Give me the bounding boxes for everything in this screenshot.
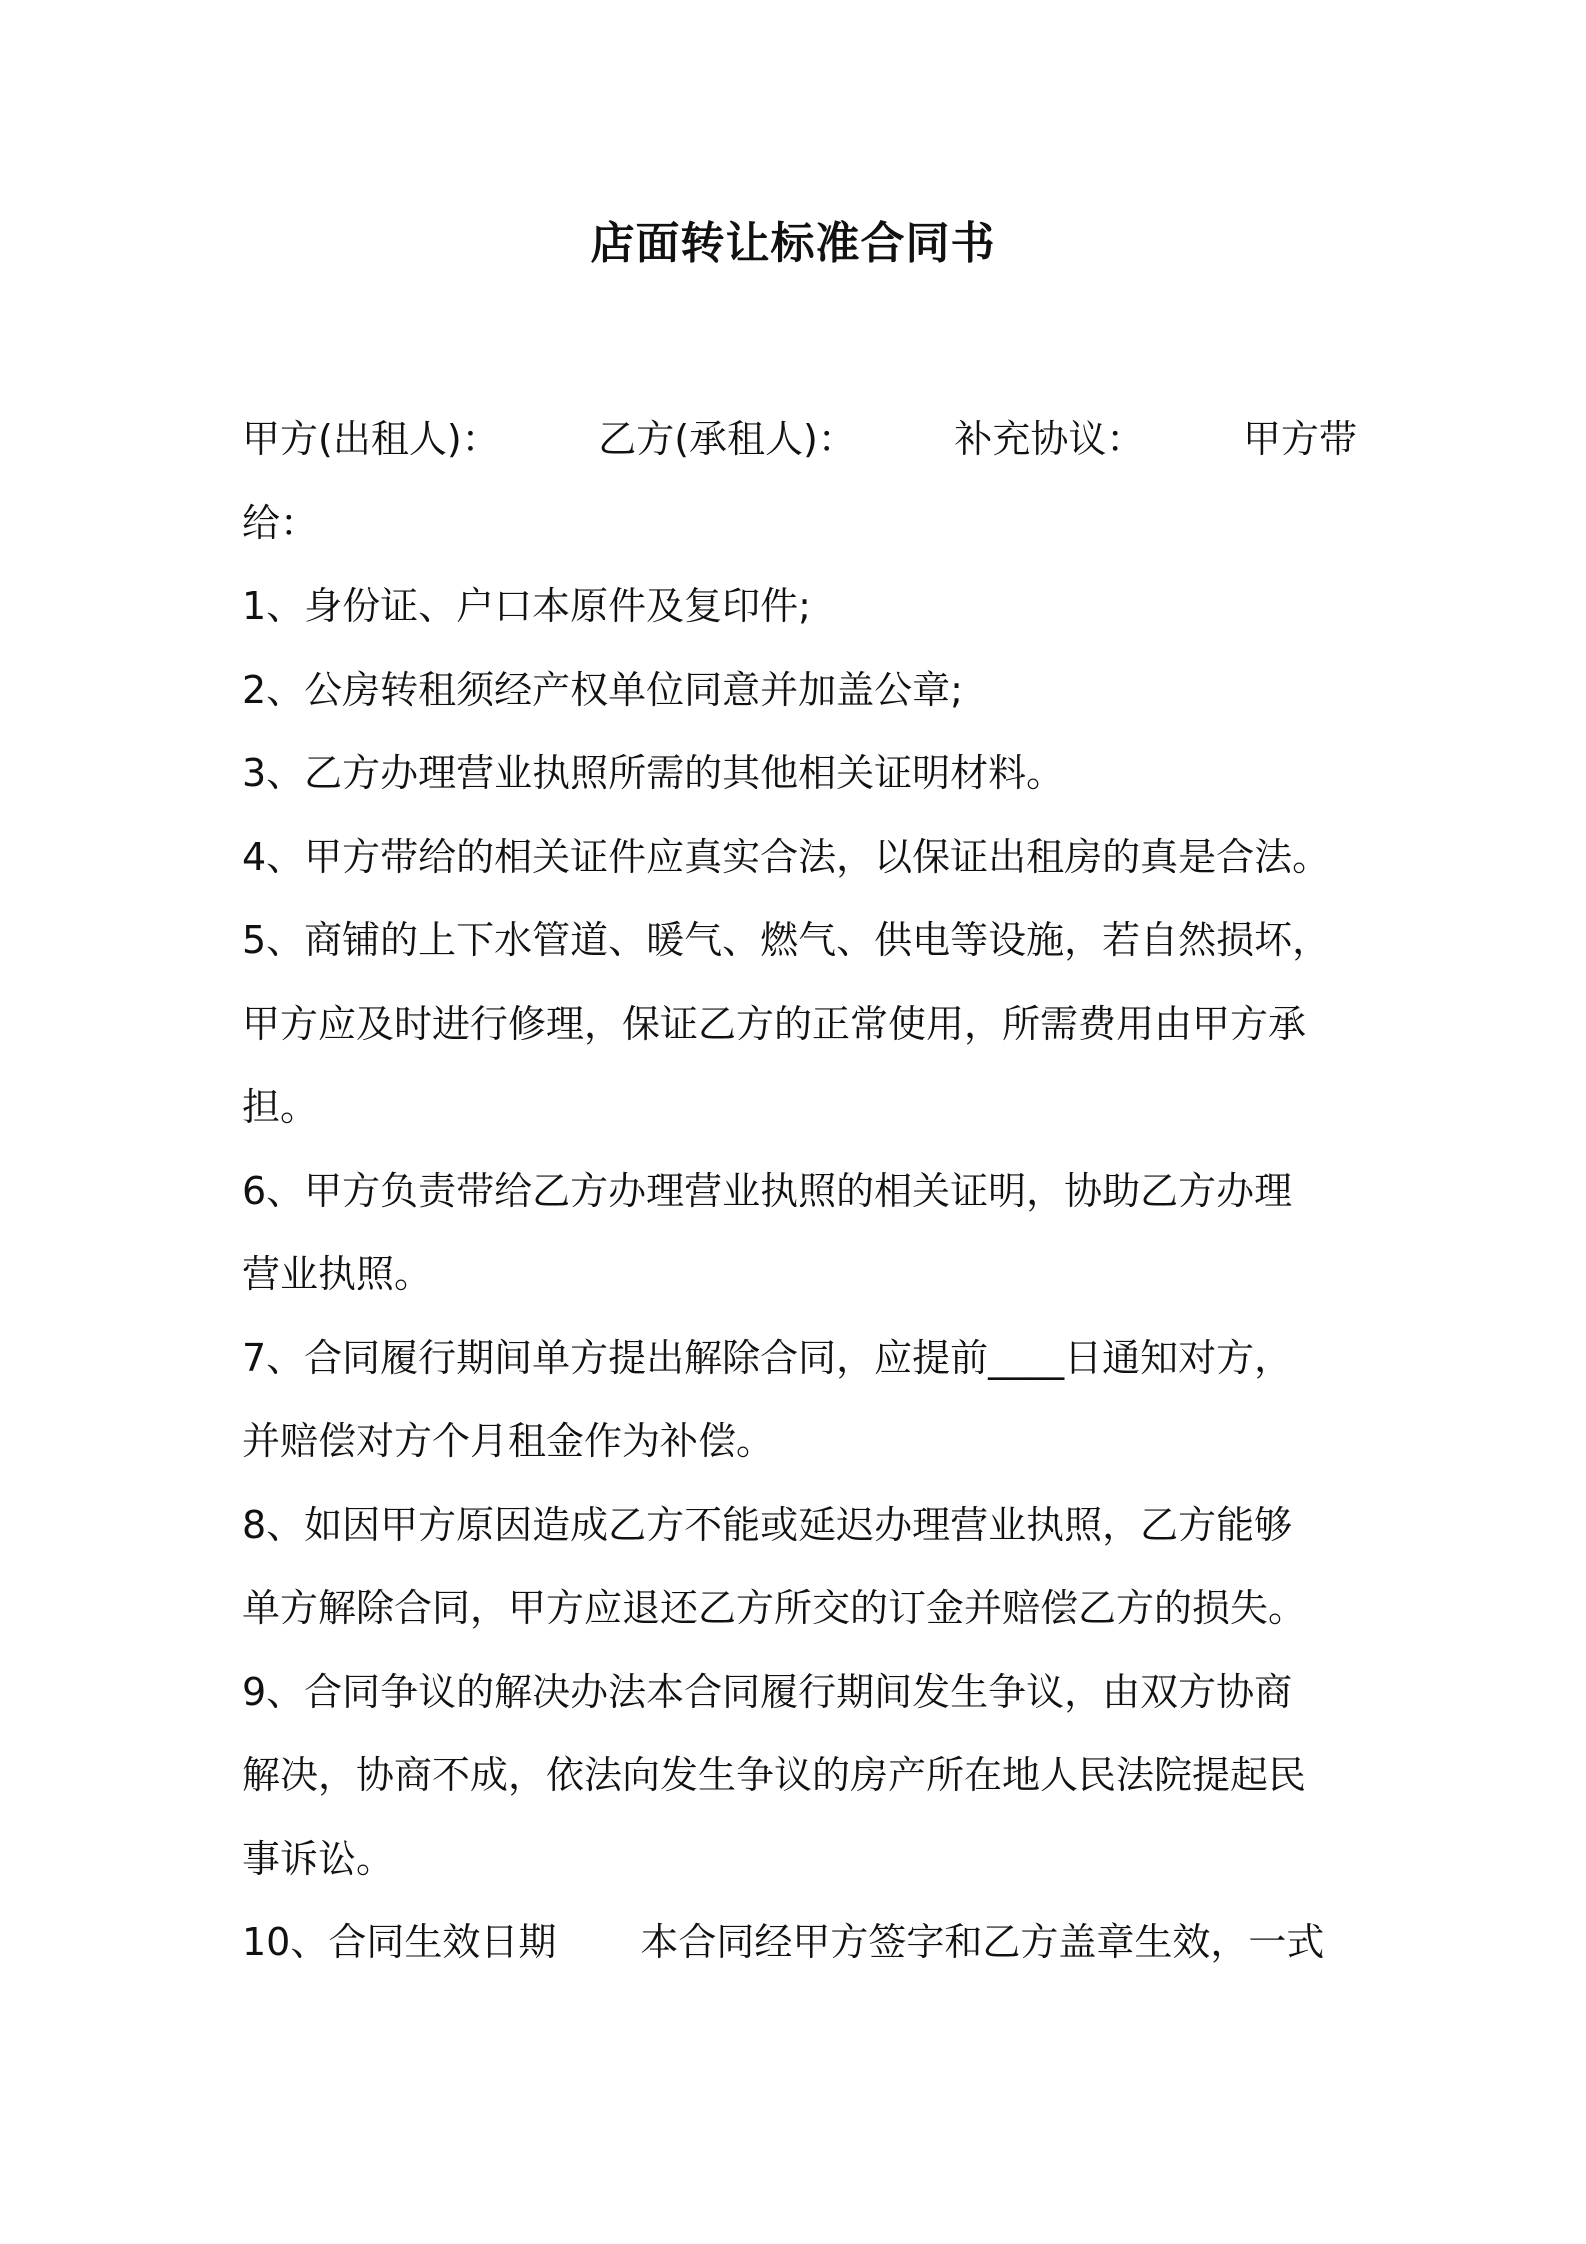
supplement-label: 补充协议： [954, 417, 1145, 461]
clause-10 [242, 1901, 1357, 1985]
provide-suffix: 给： [242, 500, 319, 545]
clause-line: 2、公房转租须经产权单位同意并加盖公章; [242, 667, 963, 712]
clause-line: 担。 [242, 1085, 319, 1129]
clause-10-text: 本合同经甲方签字和乙方盖章生效，一式 [640, 1920, 1325, 1964]
document-title: 店面转让标准合同书 [590, 218, 996, 269]
clause-line: 单方解除合同，甲方应退还乙方所交的订金并赔偿乙方的损失。 [242, 1586, 1307, 1630]
clause-line: 1、身份证、户口本原件及复印件; [242, 584, 811, 628]
clause-line: 4、甲方带给的相关证件应真实合法，以保证出租房的真是合法。 [242, 834, 1331, 879]
clause-line: 9、合同争议的解决办法本合同履行期间发生争议，由双方协商 [242, 1669, 1293, 1714]
lessee-label: 乙方(承租人)： [598, 417, 856, 461]
clause-line: 7、合同履行期间单方提出解除合同，应提前____日通知对方， [242, 1335, 1293, 1380]
clause-line: 6、甲方负责带给乙方办理营业执照的相关证明，协助乙方办理 [242, 1168, 1293, 1213]
clause-line: 5、商铺的上下水管道、暖气、燃气、供电等设施，若自然损坏， [242, 918, 1331, 962]
clause-line: 8、如因甲方原因造成乙方不能或延迟办理营业执照，乙方能够 [242, 1502, 1293, 1547]
document-body [242, 398, 1357, 1985]
parties-line [242, 398, 1357, 482]
clause-10-label: 10、合同生效日期 [242, 1920, 557, 1964]
clause-line: 甲方应及时进行修理，保证乙方的正常使用，所需费用由甲方承 [242, 1001, 1307, 1046]
provide-prefix: 甲方带 [1242, 417, 1357, 461]
clause-line: 事诉讼。 [242, 1836, 395, 1881]
lessor-label: 甲方(出租人)： [242, 417, 500, 461]
clause-line: 3、乙方办理营业执照所需的其他相关证明材料。 [242, 751, 1065, 795]
clause-list [242, 565, 1357, 1901]
clause-line: 并赔偿对方个月租金作为补偿。 [242, 1419, 775, 1463]
clause-line: 营业执照。 [242, 1252, 433, 1296]
clause-line: 解决，协商不成，依法向发生争议的房产所在地人民法院提起民 [242, 1753, 1307, 1797]
